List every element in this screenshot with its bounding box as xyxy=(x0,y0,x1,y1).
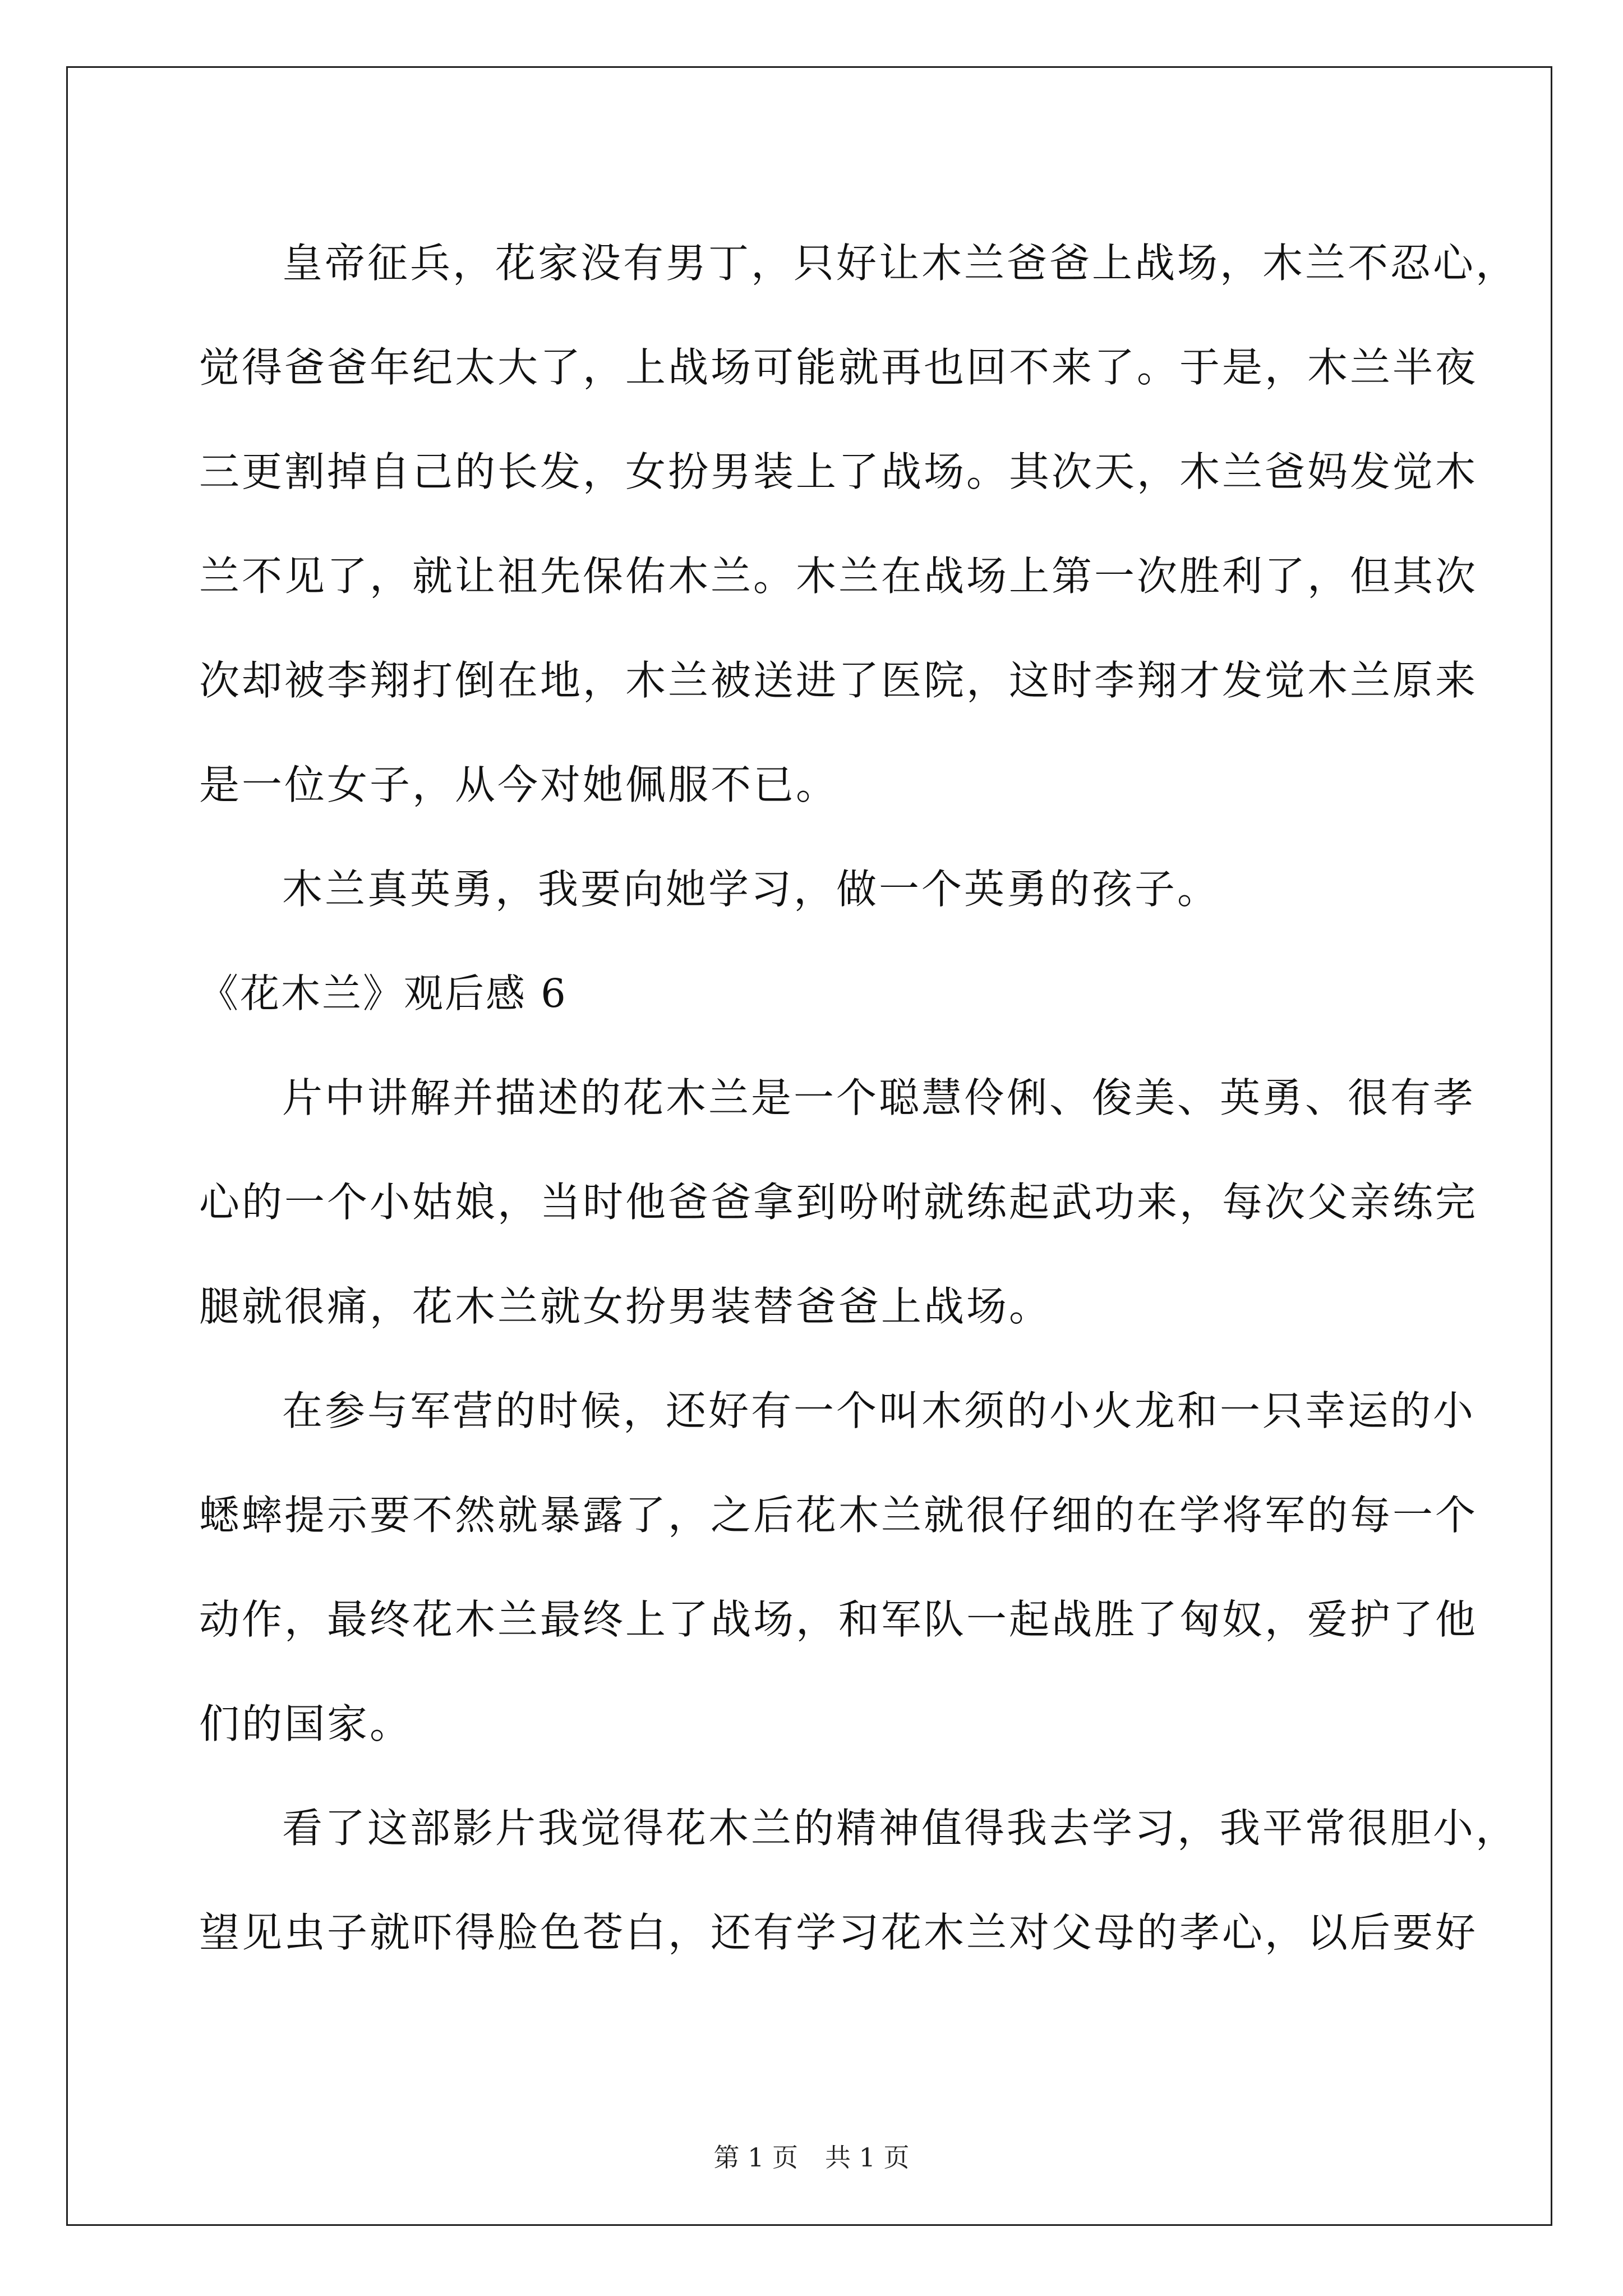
page-number: 第 1 页 xyxy=(713,2142,798,2173)
paragraph-line: 们的国家。 xyxy=(199,1700,413,1747)
page-footer xyxy=(0,2137,1623,2174)
paragraph-line: 次却被李翔打倒在地，木兰被送进了医院，这时李翔才发觉木兰原来 xyxy=(199,657,1478,704)
paragraph-line: 腿就很痛，花木兰就女扮男装替爸爸上战场。 xyxy=(199,1283,1052,1330)
paragraph-line: 兰不见了，就让祖先保佑木兰。木兰在战场上第一次胜利了，但其次 xyxy=(199,553,1478,600)
page-total: 共 1 页 xyxy=(825,2142,910,2173)
paragraph-line: 动作，最终花木兰最终上了战场，和军队一起战胜了匈奴，爱护了他 xyxy=(199,1596,1478,1643)
paragraph-line: 觉得爸爸年纪太大了，上战场可能就再也回不来了。于是，木兰半夜 xyxy=(199,344,1478,391)
paragraph-line: 皇帝征兵，花家没有男丁，只好让木兰爸爸上战场，木兰不忍心， xyxy=(282,240,1519,287)
paragraph-line: 在参与军营的时候，还好有一个叫木须的小火龙和一只幸运的小 xyxy=(282,1387,1476,1434)
paragraph-line: 是一位女子，从今对她佩服不已。 xyxy=(199,761,839,808)
document-body xyxy=(199,211,1519,1985)
paragraph-line: 三更割掉自己的长发，女扮男装上了战场。其次天，木兰爸妈发觉木 xyxy=(199,448,1478,495)
paragraph-line: 片中讲解并描述的花木兰是一个聪慧伶俐、俊美、英勇、很有孝 xyxy=(282,1074,1476,1121)
paragraph-line: 看了这部影片我觉得花木兰的精神值得我去学习，我平常很胆小， xyxy=(282,1805,1519,1852)
paragraph-line: 望见虫子就吓得脸色苍白，还有学习花木兰对父母的孝心，以后要好 xyxy=(199,1909,1478,1956)
section-heading: 《花木兰》观后感 6 xyxy=(199,970,568,1016)
paragraph-line: 木兰真英勇，我要向她学习，做一个英勇的孩子。 xyxy=(282,866,1220,913)
paragraph-line: 蟋蟀提示要不然就暴露了，之后花木兰就很仔细的在学将军的每一个 xyxy=(199,1492,1478,1539)
paragraph-line: 心的一个小姑娘，当时他爸爸拿到吩咐就练起武功来，每次父亲练完 xyxy=(199,1179,1478,1226)
